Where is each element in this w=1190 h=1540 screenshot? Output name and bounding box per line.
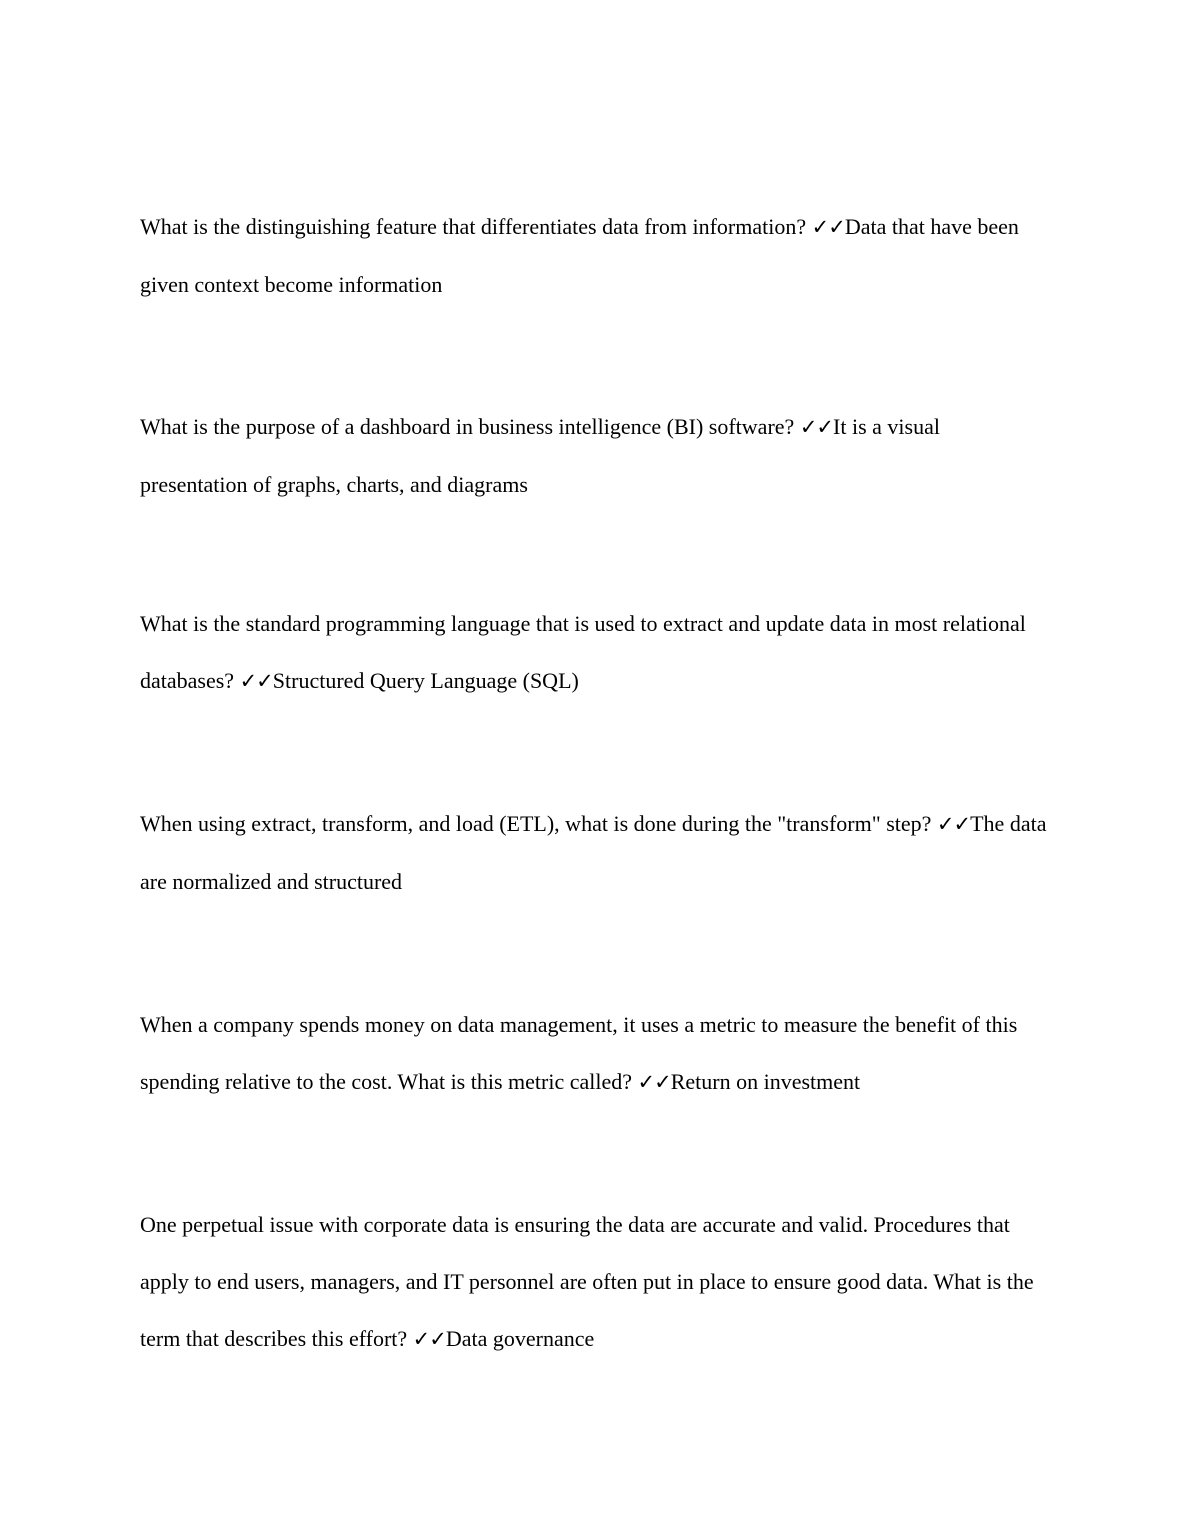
qa-item [140,795,1050,910]
double-check-icon: ✓✓ [412,1327,446,1351]
answer-text: Data governance [445,1326,595,1351]
double-check-icon: ✓✓ [811,215,845,239]
double-check-icon: ✓✓ [936,812,971,836]
answer-text: The data are normalized and structured [140,811,1047,894]
question-text: What is the distinguishing feature that differentiates data from information? [140,214,807,239]
question-text: When a company spends money on data management, it uses a metric to measure the benefit of this spending relative to the cost. What is this metric called? [140,1012,1018,1094]
question-text: One perpetual issue with corporate data is ensuring the data are accurate and valid. Procedures that apply to end users, managers, and IT personnel are often put in place to ensure good data. What is the term that describes this effort? [140,1212,1034,1351]
answer-text: Structured Query Language (SQL) [272,668,579,693]
qa-item [140,198,1050,313]
qa-item [140,1196,1050,1368]
qa-item [140,398,1050,513]
question-text: When using extract, transform, and load (ETL), what is done during the "transform" step? [140,811,932,836]
answer-text: Data that have been given context become information [140,214,1019,297]
answer-text: Return on investment [670,1069,861,1094]
answer-text: It is a visual presentation of graphs, charts, and diagrams [140,414,940,497]
double-check-icon: ✓✓ [799,415,834,439]
double-check-icon: ✓✓ [637,1070,671,1094]
question-text: What is the purpose of a dashboard in business intelligence (BI) software? [140,414,795,439]
qa-item [140,595,1050,710]
question-text: What is the standard programming language that is used to extract and update data in most relational databases? [140,611,1026,693]
qa-item [140,996,1050,1111]
double-check-icon: ✓✓ [239,669,273,693]
